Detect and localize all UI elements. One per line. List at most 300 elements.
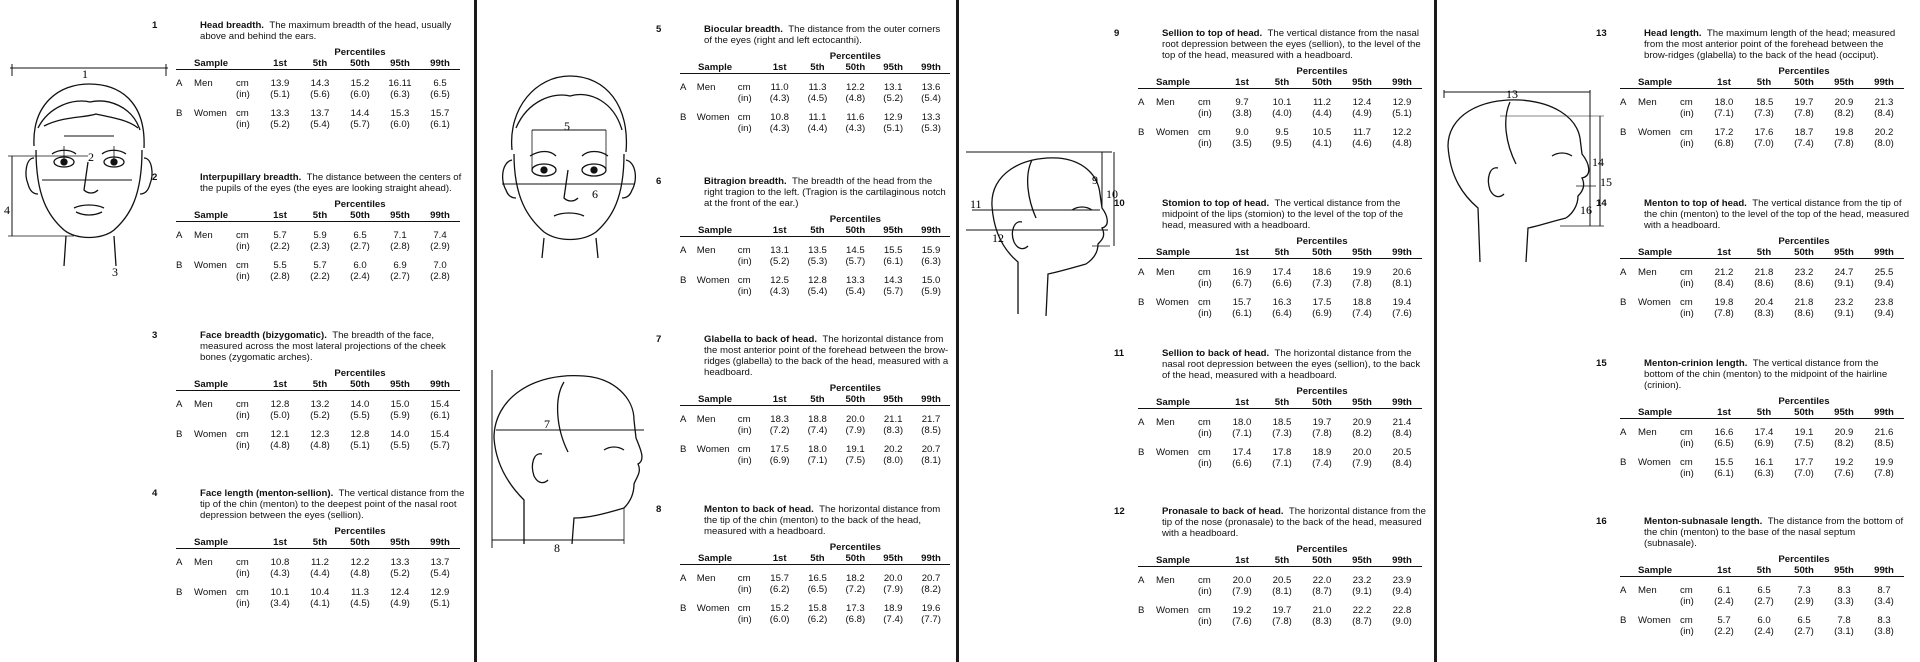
percentile-header: 50th bbox=[340, 380, 380, 391]
value-in: (5.1) bbox=[430, 597, 450, 609]
value-cm: 18.5 bbox=[1754, 97, 1774, 108]
value-cm: 19.4 bbox=[1392, 297, 1412, 308]
percentile-header: 95th bbox=[380, 59, 420, 70]
percentile-header: 1st bbox=[761, 395, 799, 406]
measurement-description: The horizontal distance from the tip of the chin (menton) to the back of the head, measured with a headboard. bbox=[704, 504, 941, 537]
value-in: (7.4) bbox=[1312, 457, 1332, 469]
value-in: (5.1) bbox=[270, 88, 290, 100]
table-row bbox=[1138, 109, 1422, 120]
figure-label: 8 bbox=[554, 541, 560, 555]
value-cm: 5.5 bbox=[273, 260, 287, 271]
sample-letter: A bbox=[680, 245, 687, 256]
value-in: (8.6) bbox=[1754, 277, 1774, 289]
sample-letter: A bbox=[680, 573, 687, 584]
value-cm: 17.6 bbox=[1754, 127, 1774, 138]
table-row bbox=[1138, 268, 1422, 279]
value-in: (7.8) bbox=[1272, 615, 1292, 627]
value-cm: 13.1 bbox=[770, 245, 789, 256]
measurement-entry bbox=[152, 20, 466, 130]
value-cm: 12.9 bbox=[1392, 97, 1412, 108]
unit-cm: cm bbox=[1680, 457, 1693, 468]
measurement-entry bbox=[1596, 28, 1910, 149]
table-header-row bbox=[176, 538, 460, 549]
unit-in: (in) bbox=[1198, 107, 1212, 119]
value-cm: 15.0 bbox=[390, 399, 410, 410]
value-cm: 13.3 bbox=[845, 275, 865, 286]
table-row bbox=[1138, 448, 1422, 459]
unit-cm: cm bbox=[1198, 447, 1211, 458]
unit-in: (in) bbox=[737, 92, 752, 104]
value-in: (8.1) bbox=[1272, 585, 1292, 597]
percentile-header: 5th bbox=[1744, 566, 1784, 577]
measurement-number: 12 bbox=[1114, 506, 1125, 517]
panel-divider bbox=[474, 0, 477, 662]
value-cm: 6.5 bbox=[433, 78, 447, 89]
value-cm: 18.6 bbox=[1312, 267, 1332, 278]
value-cm: 10.1 bbox=[270, 587, 290, 598]
table-row bbox=[680, 456, 950, 467]
unit-in: (in) bbox=[236, 409, 250, 421]
value-cm: 14.0 bbox=[390, 429, 410, 440]
table-header-row bbox=[1620, 566, 1904, 577]
percentile-header: 50th bbox=[1302, 78, 1342, 89]
value-cm: 13.3 bbox=[390, 557, 410, 568]
sample-letter: A bbox=[1138, 97, 1145, 108]
figure-label: 6 bbox=[592, 187, 598, 201]
table-caption-row bbox=[176, 527, 460, 538]
value-cm: 22.8 bbox=[1392, 605, 1412, 616]
figure-label: 9 bbox=[1092, 173, 1098, 187]
value-cm: 10.8 bbox=[270, 557, 290, 568]
sample-letter: B bbox=[176, 587, 183, 598]
measurement-title: Stomion to top of head. bbox=[1162, 198, 1270, 209]
percentile-table bbox=[1138, 237, 1422, 319]
measurement-number: 3 bbox=[152, 330, 158, 341]
unit-cm: cm bbox=[737, 112, 751, 123]
sample-sex: Women bbox=[1156, 447, 1189, 458]
percentile-header: 5th bbox=[300, 380, 340, 391]
table-caption-row bbox=[1138, 237, 1422, 248]
value-cm: 14.4 bbox=[350, 108, 370, 119]
value-cm: 11.3 bbox=[351, 587, 369, 598]
measurement-description: The horizontal distance from the nasal root depression between the eyes (sellion), to the back of the head, measured with a headboard. bbox=[1162, 348, 1421, 381]
value-cm: 12.3 bbox=[310, 429, 330, 440]
measurement-title: Head length. bbox=[1644, 28, 1702, 39]
value-cm: 13.3 bbox=[921, 112, 941, 123]
value-in: (8.1) bbox=[1392, 277, 1412, 289]
value-cm: 23.2 bbox=[1352, 575, 1372, 586]
sample-letter: A bbox=[1620, 97, 1627, 108]
unit-cm: cm bbox=[737, 414, 751, 425]
percentile-table bbox=[176, 48, 460, 130]
table-row bbox=[176, 411, 460, 422]
value-in: (7.9) bbox=[1232, 585, 1252, 597]
measurement-entry bbox=[1596, 358, 1910, 479]
unit-in: (in) bbox=[1198, 137, 1212, 149]
measurement-title: Biocular breadth. bbox=[704, 24, 783, 35]
unit-cm: cm bbox=[737, 573, 751, 584]
measurement-description: The maximum length of the head; measured from the most anterior point of the forehead between the brow-ridges (glabella) to the back of the head (occiput). bbox=[1644, 28, 1896, 61]
percentile-header: 50th bbox=[836, 554, 874, 565]
value-in: (9.1) bbox=[1352, 585, 1372, 597]
value-in: (7.7) bbox=[921, 613, 941, 625]
value-cm: 17.3 bbox=[845, 603, 865, 614]
value-in: (7.5) bbox=[845, 454, 866, 466]
value-cm: 20.4 bbox=[1754, 297, 1774, 308]
table-row bbox=[1138, 298, 1422, 309]
percentile-table bbox=[680, 384, 950, 466]
value-in: (4.3) bbox=[769, 285, 790, 297]
value-cm: 12.2 bbox=[845, 82, 865, 93]
sample-letter: B bbox=[176, 429, 183, 440]
value-in: (8.4) bbox=[1392, 427, 1412, 439]
measurement-heading bbox=[1596, 28, 1910, 61]
value-in: (5.4) bbox=[807, 285, 828, 297]
measurement-entry bbox=[1596, 516, 1910, 637]
sample-sex: Women bbox=[696, 603, 730, 614]
unit-in: (in) bbox=[1198, 457, 1212, 469]
value-in: (6.3) bbox=[1754, 467, 1774, 479]
sample-header: Sample bbox=[176, 538, 260, 549]
table-row bbox=[1620, 139, 1904, 150]
value-cm: 20.0 bbox=[845, 414, 865, 425]
value-in: (8.2) bbox=[1834, 437, 1854, 449]
value-cm: 15.5 bbox=[883, 245, 903, 256]
unit-in: (in) bbox=[236, 240, 250, 252]
sample-header: Sample bbox=[1138, 248, 1222, 259]
figure-label: 12 bbox=[992, 231, 1004, 245]
unit-cm: cm bbox=[1198, 297, 1211, 308]
sample-sex: Women bbox=[1638, 297, 1671, 308]
table-row bbox=[1138, 587, 1422, 598]
value-cm: 12.9 bbox=[883, 112, 903, 123]
value-in: (4.8) bbox=[845, 92, 866, 104]
percentile-header: 5th bbox=[799, 554, 837, 565]
value-in: (6.9) bbox=[769, 454, 790, 466]
sample-header: Sample bbox=[680, 395, 761, 406]
value-in: (2.9) bbox=[1794, 595, 1814, 607]
value-in: (8.4) bbox=[1714, 277, 1734, 289]
sample-letter: A bbox=[1620, 267, 1627, 278]
table-header-row bbox=[680, 395, 950, 406]
value-in: (6.0) bbox=[390, 118, 410, 130]
value-cm: 6.9 bbox=[393, 260, 407, 271]
value-cm: 13.7 bbox=[430, 557, 450, 568]
figure-label: 11 bbox=[970, 197, 982, 211]
table-row bbox=[1138, 576, 1422, 587]
percentile-header: 99th bbox=[1382, 78, 1422, 89]
measurement-title: Menton-subnasale length. bbox=[1644, 516, 1763, 527]
percentile-table bbox=[1620, 237, 1904, 319]
percentile-header: 5th bbox=[1744, 408, 1784, 419]
table-header-row bbox=[176, 380, 460, 391]
sample-sex: Men bbox=[194, 230, 213, 241]
value-in: (8.3) bbox=[883, 424, 904, 436]
percentile-header: 5th bbox=[1262, 556, 1302, 567]
table-row bbox=[176, 588, 460, 599]
sample-header: Sample bbox=[176, 211, 260, 222]
measurement-entry bbox=[1596, 198, 1910, 319]
value-cm: 12.8 bbox=[270, 399, 290, 410]
profile-head-illustration-2 bbox=[962, 146, 1124, 324]
percentiles-caption: Percentiles bbox=[1778, 396, 1830, 407]
percentile-header: 99th bbox=[1864, 248, 1904, 259]
value-in: (5.4) bbox=[921, 92, 941, 104]
table-header-row bbox=[1620, 78, 1904, 89]
measurement-title: Menton to top of head. bbox=[1644, 198, 1747, 209]
measurement-description: The breadth of the head from the right tragion to the left. (Tragion is the cartilaginous notch at the front of the ear.) bbox=[704, 176, 946, 209]
value-cm: 16.5 bbox=[808, 573, 827, 584]
percentile-header: 1st bbox=[1222, 398, 1262, 409]
sample-sex: Men bbox=[194, 557, 213, 568]
table-row bbox=[1620, 616, 1904, 627]
table-row bbox=[680, 615, 950, 626]
unit-cm: cm bbox=[737, 82, 751, 93]
sample-letter: B bbox=[1620, 615, 1627, 626]
value-cm: 21.7 bbox=[921, 414, 941, 425]
value-cm: 12.5 bbox=[770, 275, 789, 286]
value-cm: 19.7 bbox=[1272, 605, 1292, 616]
value-in: (2.8) bbox=[390, 240, 410, 252]
measurement-number: 6 bbox=[656, 176, 662, 187]
value-cm: 15.9 bbox=[921, 245, 941, 256]
measurement-description: The distance from the outer corners of the eyes (right and left ectocanthi). bbox=[704, 24, 941, 46]
measurement-entry bbox=[1114, 198, 1428, 319]
value-cm: 19.7 bbox=[1312, 417, 1332, 428]
unit-in: (in) bbox=[1198, 277, 1212, 289]
percentile-header: 50th bbox=[340, 538, 380, 549]
value-in: (8.3) bbox=[1754, 307, 1774, 319]
value-in: (5.1) bbox=[1392, 107, 1412, 119]
table-row bbox=[176, 599, 460, 610]
sample-letter: A bbox=[176, 557, 183, 568]
measurement-number: 8 bbox=[656, 504, 662, 515]
sample-sex: Men bbox=[1638, 267, 1657, 278]
value-in: (6.1) bbox=[1232, 307, 1252, 319]
sample-letter: A bbox=[1138, 417, 1145, 428]
table-row bbox=[680, 113, 950, 124]
measurement-description: The vertical distance from the midpoint of the lips (stomion) to the level of the top of the head, measured with a headboard. bbox=[1162, 198, 1404, 231]
table-row bbox=[1138, 139, 1422, 150]
sample-letter: A bbox=[176, 78, 183, 89]
percentile-table bbox=[1620, 555, 1904, 637]
value-cm: 12.8 bbox=[808, 275, 827, 286]
value-in: (5.4) bbox=[310, 118, 330, 130]
unit-in: (in) bbox=[737, 285, 752, 297]
value-in: (2.3) bbox=[310, 240, 330, 252]
unit-in: (in) bbox=[1680, 277, 1694, 289]
value-in: (5.3) bbox=[807, 255, 828, 267]
sample-letter: A bbox=[1620, 427, 1627, 438]
value-cm: 11.6 bbox=[846, 112, 865, 123]
value-in: (8.4) bbox=[1874, 107, 1894, 119]
unit-cm: cm bbox=[737, 275, 751, 286]
value-cm: 6.0 bbox=[1757, 615, 1771, 626]
value-cm: 10.4 bbox=[310, 587, 330, 598]
value-in: (6.4) bbox=[1272, 307, 1292, 319]
figure-label: 16 bbox=[1580, 203, 1592, 217]
value-in: (5.7) bbox=[883, 285, 904, 297]
percentile-header: 1st bbox=[761, 63, 799, 74]
sample-header: Sample bbox=[680, 226, 761, 237]
value-in: (7.3) bbox=[1312, 277, 1332, 289]
table-row bbox=[176, 79, 460, 90]
sample-sex: Men bbox=[1156, 97, 1175, 108]
value-in: (8.3) bbox=[1312, 615, 1332, 627]
measurement-title: Sellion to back of head. bbox=[1162, 348, 1270, 359]
percentile-header: 99th bbox=[420, 211, 460, 222]
sample-sex: Women bbox=[696, 112, 730, 123]
measurement-title: Face breadth (bizygomatic). bbox=[200, 330, 327, 341]
value-cm: 21.2 bbox=[1714, 267, 1734, 278]
percentile-header: 95th bbox=[1824, 248, 1864, 259]
percentile-header: 1st bbox=[761, 226, 799, 237]
profile-head-illustration-3 bbox=[1440, 86, 1610, 266]
percentiles-caption: Percentiles bbox=[829, 383, 881, 394]
percentiles-caption: Percentiles bbox=[1778, 236, 1830, 247]
value-in: (9.0) bbox=[1392, 615, 1412, 627]
sample-letter: B bbox=[1138, 605, 1145, 616]
sample-sex: Men bbox=[1156, 267, 1175, 278]
value-in: (4.3) bbox=[845, 122, 866, 134]
sample-letter: B bbox=[176, 108, 183, 119]
value-cm: 15.2 bbox=[350, 78, 370, 89]
value-cm: 21.8 bbox=[1794, 297, 1814, 308]
value-in: (6.2) bbox=[769, 583, 790, 595]
value-cm: 10.1 bbox=[1272, 97, 1292, 108]
value-in: (9.4) bbox=[1874, 307, 1894, 319]
value-cm: 19.8 bbox=[1834, 127, 1854, 138]
percentile-header: 1st bbox=[761, 554, 799, 565]
value-in: (6.8) bbox=[1714, 137, 1734, 149]
table-row bbox=[1620, 439, 1904, 450]
unit-cm: cm bbox=[1680, 585, 1693, 596]
value-cm: 14.3 bbox=[310, 78, 330, 89]
percentile-header: 1st bbox=[1704, 408, 1744, 419]
percentile-header: 95th bbox=[874, 554, 912, 565]
percentile-header: 1st bbox=[260, 211, 300, 222]
percentile-header: 95th bbox=[1342, 556, 1382, 567]
value-in: (7.6) bbox=[1232, 615, 1252, 627]
sample-sex: Women bbox=[696, 275, 730, 286]
unit-in: (in) bbox=[737, 255, 752, 267]
value-in: (6.3) bbox=[390, 88, 410, 100]
percentile-header: 5th bbox=[799, 63, 837, 74]
measurement-description: The vertical distance from the tip of the chin (menton) to the deepest point of the nasal root depression between the eyes (sellion). bbox=[200, 488, 465, 521]
percentiles-caption: Percentiles bbox=[1296, 386, 1348, 397]
value-cm: 11.2 bbox=[1313, 97, 1331, 108]
value-cm: 13.6 bbox=[921, 82, 941, 93]
unit-in: (in) bbox=[236, 270, 250, 282]
measurement-description: The horizontal distance from the tip of the nose (pronasale) to the back of the head, measured with a headboard. bbox=[1162, 506, 1426, 539]
value-cm: 18.0 bbox=[1232, 417, 1252, 428]
value-cm: 7.4 bbox=[433, 230, 447, 241]
sample-header: Sample bbox=[1138, 78, 1222, 89]
value-cm: 16.9 bbox=[1232, 267, 1252, 278]
percentiles-caption: Percentiles bbox=[1296, 236, 1348, 247]
unit-in: (in) bbox=[1680, 307, 1694, 319]
table-caption-row bbox=[680, 543, 950, 554]
value-in: (4.4) bbox=[310, 567, 330, 579]
percentiles-caption: Percentiles bbox=[334, 47, 386, 58]
value-cm: 20.9 bbox=[1834, 427, 1854, 438]
table-row bbox=[680, 604, 950, 615]
percentile-table bbox=[1138, 545, 1422, 627]
value-cm: 12.9 bbox=[430, 587, 450, 598]
percentiles-caption: Percentiles bbox=[1296, 66, 1348, 77]
measurement-title: Glabella to back of head. bbox=[704, 334, 818, 345]
table-row bbox=[680, 246, 950, 257]
percentile-header: 50th bbox=[1784, 78, 1824, 89]
table-header-row bbox=[1138, 556, 1422, 567]
unit-cm: cm bbox=[236, 260, 249, 271]
value-in: (6.1) bbox=[1714, 467, 1734, 479]
table-row bbox=[680, 94, 950, 105]
percentile-table bbox=[680, 52, 950, 134]
sample-letter: B bbox=[680, 603, 687, 614]
value-in: (7.1) bbox=[1714, 107, 1734, 119]
measurement-heading bbox=[656, 24, 950, 46]
value-in: (7.0) bbox=[1754, 137, 1774, 149]
value-cm: 14.0 bbox=[350, 399, 370, 410]
value-in: (6.6) bbox=[1272, 277, 1292, 289]
value-in: (5.5) bbox=[390, 439, 410, 451]
value-in: (5.2) bbox=[769, 255, 790, 267]
table-row bbox=[176, 109, 460, 120]
sample-sex: Men bbox=[1156, 575, 1175, 586]
table-row bbox=[680, 124, 950, 135]
value-cm: 12.4 bbox=[390, 587, 410, 598]
sample-letter: B bbox=[680, 275, 687, 286]
value-in: (3.5) bbox=[1232, 137, 1252, 149]
table-row bbox=[680, 426, 950, 437]
percentile-header: 95th bbox=[1342, 248, 1382, 259]
value-cm: 15.7 bbox=[770, 573, 789, 584]
table-row bbox=[1138, 459, 1422, 470]
table-row bbox=[1620, 458, 1904, 469]
value-cm: 17.8 bbox=[1272, 447, 1292, 458]
value-in: (8.0) bbox=[1874, 137, 1894, 149]
measurement-title: Menton-crinion length. bbox=[1644, 358, 1748, 369]
percentile-header: 1st bbox=[260, 380, 300, 391]
table-row bbox=[1620, 597, 1904, 608]
value-in: (5.2) bbox=[310, 409, 330, 421]
unit-cm: cm bbox=[737, 245, 751, 256]
value-in: (4.3) bbox=[270, 567, 290, 579]
percentile-header: 50th bbox=[1784, 408, 1824, 419]
measurement-heading bbox=[1596, 358, 1910, 391]
sample-sex: Men bbox=[696, 245, 716, 256]
value-cm: 16.1 bbox=[1754, 457, 1774, 468]
value-in: (2.7) bbox=[1794, 625, 1814, 637]
measurement-heading bbox=[152, 20, 466, 42]
unit-in: (in) bbox=[1680, 625, 1694, 637]
value-in: (7.3) bbox=[1754, 107, 1774, 119]
table-row bbox=[1138, 606, 1422, 617]
value-cm: 18.8 bbox=[808, 414, 827, 425]
value-cm: 15.7 bbox=[430, 108, 450, 119]
value-in: (4.1) bbox=[310, 597, 330, 609]
sample-sex: Men bbox=[1638, 97, 1657, 108]
value-in: (6.6) bbox=[1232, 457, 1252, 469]
percentile-header: 50th bbox=[1302, 248, 1342, 259]
percentile-header: 50th bbox=[1302, 556, 1342, 567]
value-cm: 18.9 bbox=[883, 603, 903, 614]
value-in: (5.4) bbox=[845, 285, 866, 297]
measurement-number: 14 bbox=[1596, 198, 1607, 209]
sample-sex: Men bbox=[194, 399, 213, 410]
value-cm: 20.0 bbox=[883, 573, 903, 584]
